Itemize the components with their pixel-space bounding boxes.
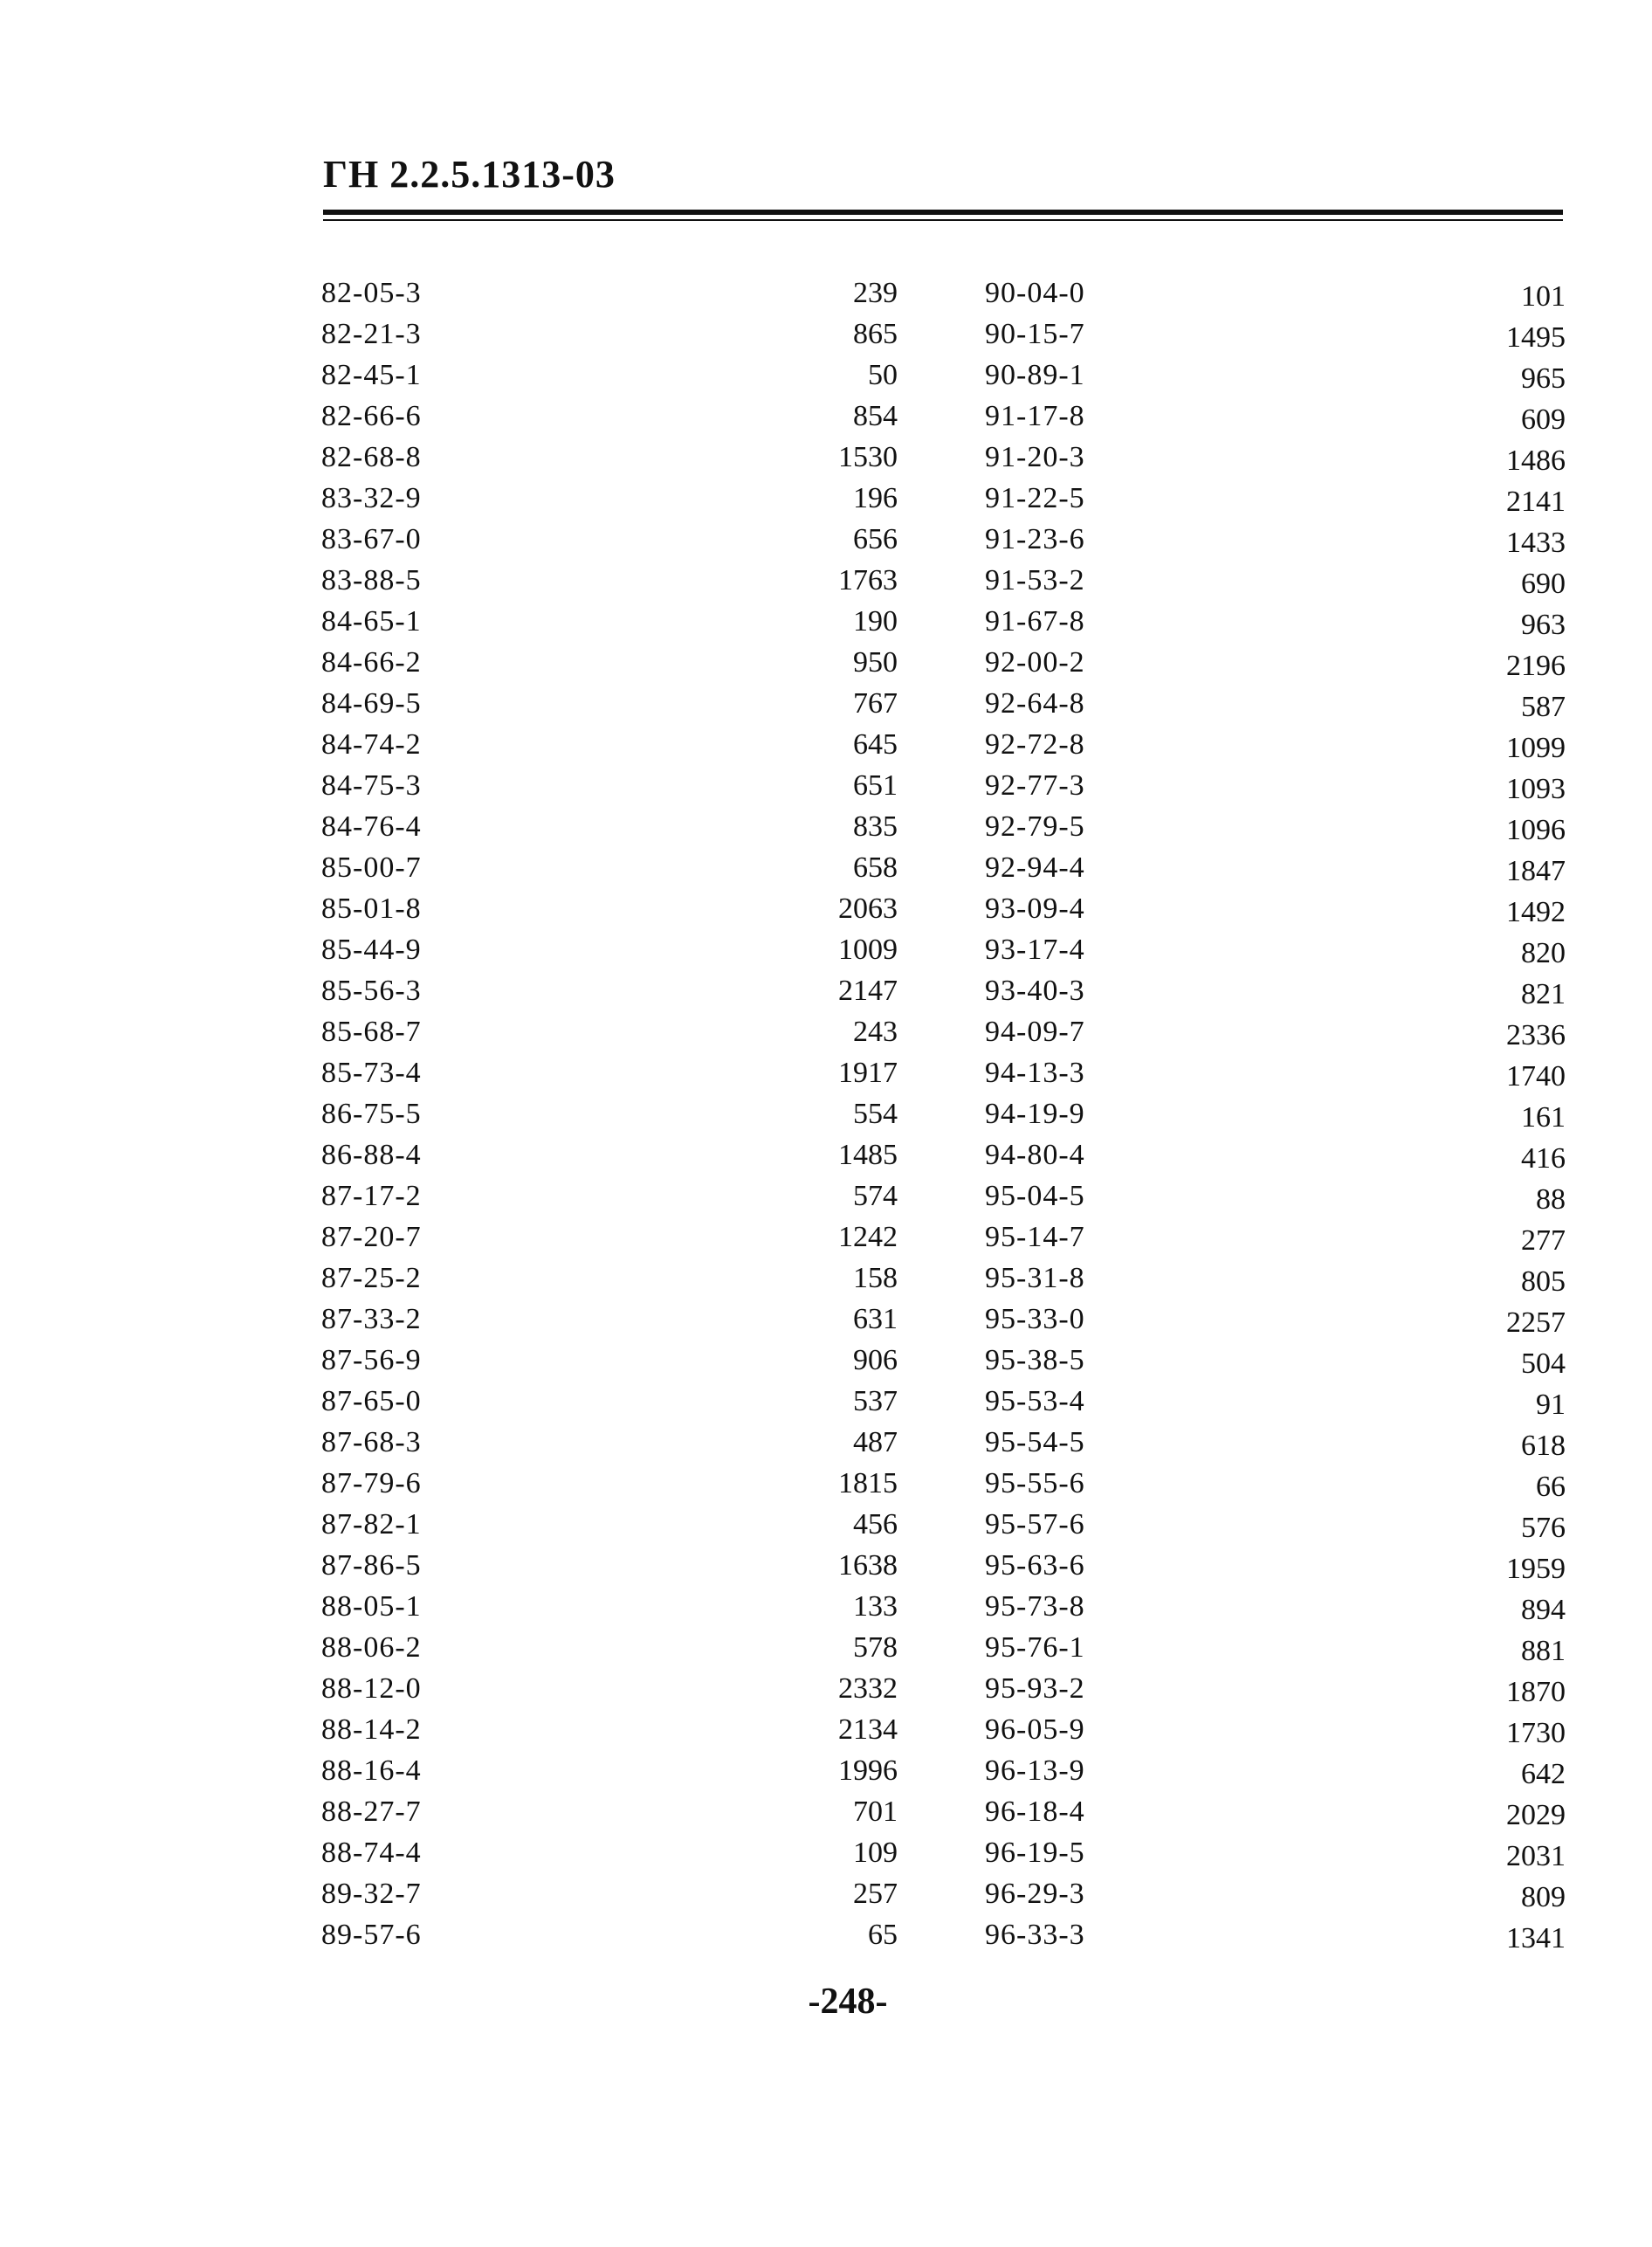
table-row (321, 1422, 898, 1463)
table-row (321, 1340, 898, 1381)
table-row (321, 1709, 898, 1750)
entry-number: 821 (1521, 978, 1566, 1010)
entry-number: 1763 (838, 564, 898, 596)
cas-number: 87-82-1 (321, 1508, 422, 1541)
entry-number: 805 (1521, 1265, 1566, 1298)
entry-number: 416 (1521, 1142, 1566, 1175)
cas-number: 83-88-5 (321, 564, 422, 596)
entry-number: 906 (853, 1344, 898, 1376)
cas-number: 94-13-3 (985, 1057, 1085, 1089)
cas-number: 95-55-6 (985, 1467, 1085, 1499)
table-row (321, 970, 898, 1011)
table-row (321, 1299, 898, 1340)
cas-number: 83-32-9 (321, 482, 422, 514)
table-row (985, 560, 1566, 601)
table-row (321, 272, 898, 314)
entry-number: 1730 (1506, 1717, 1566, 1749)
entry-number: 2336 (1506, 1019, 1566, 1051)
cas-number: 92-00-2 (985, 646, 1085, 679)
cas-number: 85-56-3 (321, 975, 422, 1007)
entry-number: 1847 (1506, 855, 1566, 887)
cas-number: 95-53-4 (985, 1385, 1085, 1417)
table-row (321, 1504, 898, 1545)
table-row (985, 1914, 1566, 1955)
cas-number: 82-05-3 (321, 277, 422, 309)
table-row (321, 396, 898, 437)
cas-number: 82-21-3 (321, 318, 422, 350)
table-row (985, 1791, 1566, 1832)
cas-number: 95-33-0 (985, 1303, 1085, 1335)
table-row (985, 1709, 1566, 1750)
entry-number: 1099 (1506, 732, 1566, 764)
cas-number: 87-56-9 (321, 1344, 422, 1376)
entry-number: 881 (1521, 1635, 1566, 1667)
cas-number: 84-75-3 (321, 769, 422, 802)
cas-number: 94-09-7 (985, 1016, 1085, 1048)
table-row (321, 683, 898, 724)
cas-number: 93-17-4 (985, 934, 1085, 966)
entry-number: 239 (853, 277, 898, 309)
table-row (321, 1011, 898, 1052)
cas-number: 82-45-1 (321, 359, 422, 391)
entry-number: 767 (853, 687, 898, 720)
table-row (321, 1545, 898, 1586)
table-row (985, 683, 1566, 724)
cas-number: 89-32-7 (321, 1878, 422, 1910)
table-column-left (321, 272, 898, 1955)
cas-number: 95-31-8 (985, 1262, 1085, 1294)
entry-number: 1495 (1506, 321, 1566, 354)
entry-number: 1815 (838, 1467, 898, 1499)
entry-number: 809 (1521, 1881, 1566, 1913)
table-row (985, 519, 1566, 560)
table-row (321, 560, 898, 601)
table-row (321, 437, 898, 478)
table-row (985, 355, 1566, 396)
entry-number: 658 (853, 851, 898, 884)
table-row (985, 1093, 1566, 1134)
entry-number: 656 (853, 523, 898, 555)
cas-number: 82-66-6 (321, 400, 422, 432)
cas-number: 91-17-8 (985, 400, 1085, 432)
entry-number: 965 (1521, 362, 1566, 395)
cas-number: 85-73-4 (321, 1057, 422, 1089)
entry-number: 101 (1521, 280, 1566, 313)
cas-number: 87-68-3 (321, 1426, 422, 1458)
table-row (985, 847, 1566, 888)
table-row (985, 642, 1566, 683)
cas-number: 94-80-4 (985, 1139, 1085, 1171)
entry-number: 578 (853, 1631, 898, 1664)
cas-number: 87-25-2 (321, 1262, 422, 1294)
cas-number: 90-04-0 (985, 277, 1085, 309)
table-row (985, 888, 1566, 929)
cas-number: 84-76-4 (321, 810, 422, 843)
entry-number: 257 (853, 1878, 898, 1910)
entry-number: 854 (853, 400, 898, 432)
cas-number: 88-27-7 (321, 1796, 422, 1828)
entry-number: 504 (1521, 1348, 1566, 1380)
entry-number: 1009 (838, 934, 898, 966)
table-row (321, 1832, 898, 1873)
entry-number: 91 (1536, 1389, 1566, 1421)
entry-number: 88 (1536, 1183, 1566, 1216)
entry-number: 1492 (1506, 896, 1566, 928)
cas-number: 95-14-7 (985, 1221, 1085, 1253)
cas-number: 84-69-5 (321, 687, 422, 720)
cas-number: 85-00-7 (321, 851, 422, 884)
entry-number: 65 (868, 1919, 898, 1951)
cas-number: 89-57-6 (321, 1919, 422, 1951)
entry-number: 690 (1521, 568, 1566, 600)
table-row (321, 1217, 898, 1258)
cas-number: 82-68-8 (321, 441, 422, 473)
table-row (985, 1175, 1566, 1217)
cas-number: 95-93-2 (985, 1672, 1085, 1705)
document-code-title: ГН 2.2.5.1313-03 (323, 153, 616, 196)
table-row (321, 1914, 898, 1955)
table-row (985, 1258, 1566, 1299)
table-row (321, 1627, 898, 1668)
cas-number: 87-20-7 (321, 1221, 422, 1253)
table-row (321, 1586, 898, 1627)
table-row (985, 1299, 1566, 1340)
header-rule-thin (323, 219, 1563, 221)
cas-number: 87-79-6 (321, 1467, 422, 1499)
cas-number: 92-77-3 (985, 769, 1085, 802)
entry-number: 109 (853, 1837, 898, 1869)
page-number: -248- (808, 1982, 888, 2022)
cas-number: 88-05-1 (321, 1590, 422, 1623)
table-row (985, 1545, 1566, 1586)
table-row (321, 1258, 898, 1299)
table-row (985, 1052, 1566, 1093)
table-row (985, 314, 1566, 355)
cas-number: 87-65-0 (321, 1385, 422, 1417)
table-row (321, 478, 898, 519)
table-row (985, 1381, 1566, 1422)
table-row (985, 1340, 1566, 1381)
entry-number: 642 (1521, 1758, 1566, 1790)
table-row (985, 1873, 1566, 1914)
table-row (321, 1052, 898, 1093)
table-row (985, 806, 1566, 847)
cas-number: 93-40-3 (985, 975, 1085, 1007)
entry-number: 645 (853, 728, 898, 761)
entry-number: 618 (1521, 1430, 1566, 1462)
table-row (321, 519, 898, 560)
entry-number: 196 (853, 482, 898, 514)
cas-number: 88-14-2 (321, 1713, 422, 1746)
cas-number: 88-74-4 (321, 1837, 422, 1869)
cas-number: 87-17-2 (321, 1180, 422, 1212)
entry-number: 2196 (1506, 650, 1566, 682)
cas-number: 91-20-3 (985, 441, 1085, 473)
cas-number: 85-68-7 (321, 1016, 422, 1048)
table-row (985, 601, 1566, 642)
cas-number: 87-86-5 (321, 1549, 422, 1582)
entry-number: 609 (1521, 403, 1566, 436)
entry-number: 158 (853, 1262, 898, 1294)
entry-number: 2031 (1506, 1840, 1566, 1872)
entry-number: 554 (853, 1098, 898, 1130)
cas-number: 91-23-6 (985, 523, 1085, 555)
table-row (985, 1504, 1566, 1545)
table-row (985, 1422, 1566, 1463)
cas-number: 87-33-2 (321, 1303, 422, 1335)
cas-number: 85-01-8 (321, 893, 422, 925)
table-row (985, 1463, 1566, 1504)
table-row (321, 1093, 898, 1134)
entry-number: 487 (853, 1426, 898, 1458)
table-row (321, 765, 898, 806)
entry-number: 190 (853, 605, 898, 638)
entry-number: 865 (853, 318, 898, 350)
table-row (321, 1463, 898, 1504)
entry-number: 1870 (1506, 1676, 1566, 1708)
table-row (321, 847, 898, 888)
entry-number: 2063 (838, 893, 898, 925)
entry-number: 2134 (838, 1713, 898, 1746)
entry-number: 1638 (838, 1549, 898, 1582)
cas-number: 92-72-8 (985, 728, 1085, 761)
table-row (985, 724, 1566, 765)
table-row (985, 1627, 1566, 1668)
cas-number: 96-19-5 (985, 1837, 1085, 1869)
cas-number: 91-53-2 (985, 564, 1085, 596)
cas-number: 96-18-4 (985, 1796, 1085, 1828)
entry-number: 277 (1521, 1224, 1566, 1257)
entry-number: 651 (853, 769, 898, 802)
entry-number: 2257 (1506, 1306, 1566, 1339)
entry-number: 2332 (838, 1672, 898, 1705)
entry-number: 1996 (838, 1754, 898, 1787)
entry-number: 950 (853, 646, 898, 679)
cas-number: 94-19-9 (985, 1098, 1085, 1130)
entry-number: 631 (853, 1303, 898, 1335)
entry-number: 1093 (1506, 773, 1566, 805)
cas-number: 84-65-1 (321, 605, 422, 638)
table-column-right (985, 272, 1566, 1955)
table-row (321, 724, 898, 765)
cas-number: 84-74-2 (321, 728, 422, 761)
entry-number: 1096 (1506, 814, 1566, 846)
entry-number: 50 (868, 359, 898, 391)
cas-number: 92-94-4 (985, 851, 1085, 884)
table-row (985, 272, 1566, 314)
table-row (321, 355, 898, 396)
cas-number: 86-75-5 (321, 1098, 422, 1130)
cas-number: 95-76-1 (985, 1631, 1085, 1664)
entry-number: 701 (853, 1796, 898, 1828)
entry-number: 1740 (1506, 1060, 1566, 1092)
table-row (321, 806, 898, 847)
entry-number: 1959 (1506, 1553, 1566, 1585)
cas-number: 88-06-2 (321, 1631, 422, 1664)
entry-number: 1341 (1506, 1922, 1566, 1954)
entry-number: 161 (1521, 1101, 1566, 1134)
entry-number: 243 (853, 1016, 898, 1048)
entry-number: 820 (1521, 937, 1566, 969)
table-row (985, 1832, 1566, 1873)
table-row (985, 765, 1566, 806)
table-row (985, 1134, 1566, 1175)
table-row (321, 314, 898, 355)
table-row (985, 1586, 1566, 1627)
cas-number: 85-44-9 (321, 934, 422, 966)
table-row (321, 601, 898, 642)
cas-number: 88-16-4 (321, 1754, 422, 1787)
table-row (985, 1750, 1566, 1791)
cas-number: 96-13-9 (985, 1754, 1085, 1787)
table-row (985, 929, 1566, 970)
entry-number: 133 (853, 1590, 898, 1623)
entry-number: 2029 (1506, 1799, 1566, 1831)
table-row (985, 437, 1566, 478)
entry-number: 587 (1521, 691, 1566, 723)
cas-number: 84-66-2 (321, 646, 422, 679)
cas-number: 95-38-5 (985, 1344, 1085, 1376)
header-rule-thick (323, 210, 1563, 215)
entry-number: 66 (1536, 1471, 1566, 1503)
table-row (321, 1668, 898, 1709)
entry-number: 894 (1521, 1594, 1566, 1626)
cas-number: 95-57-6 (985, 1508, 1085, 1541)
entry-number: 1242 (838, 1221, 898, 1253)
entry-number: 1530 (838, 441, 898, 473)
entry-number: 963 (1521, 609, 1566, 641)
entry-number: 1486 (1506, 445, 1566, 477)
table-row (985, 478, 1566, 519)
table-row (985, 1011, 1566, 1052)
cas-number: 90-15-7 (985, 318, 1085, 350)
cas-number: 96-33-3 (985, 1919, 1085, 1951)
table-row (321, 1381, 898, 1422)
cas-number: 86-88-4 (321, 1139, 422, 1171)
table-row (985, 970, 1566, 1011)
entry-number: 2147 (838, 975, 898, 1007)
table-row (321, 1750, 898, 1791)
cas-number: 92-64-8 (985, 687, 1085, 720)
entry-number: 456 (853, 1508, 898, 1541)
cas-number: 92-79-5 (985, 810, 1085, 843)
cas-number: 88-12-0 (321, 1672, 422, 1705)
entry-number: 574 (853, 1180, 898, 1212)
cas-number: 91-67-8 (985, 605, 1085, 638)
cas-number: 95-04-5 (985, 1180, 1085, 1212)
entry-number: 2141 (1506, 486, 1566, 518)
entry-number: 835 (853, 810, 898, 843)
cas-number: 90-89-1 (985, 359, 1085, 391)
table-row (985, 396, 1566, 437)
cas-number: 95-54-5 (985, 1426, 1085, 1458)
table-row (985, 1217, 1566, 1258)
entry-number: 1433 (1506, 527, 1566, 559)
cas-number: 91-22-5 (985, 482, 1085, 514)
table-row (321, 642, 898, 683)
cas-number: 83-67-0 (321, 523, 422, 555)
entry-number: 576 (1521, 1512, 1566, 1544)
table-row (321, 1134, 898, 1175)
cas-number: 96-29-3 (985, 1878, 1085, 1910)
entry-number: 537 (853, 1385, 898, 1417)
entry-number: 1917 (838, 1057, 898, 1089)
table-row (321, 1873, 898, 1914)
table-row (321, 1791, 898, 1832)
table-row (321, 929, 898, 970)
entry-number: 1485 (838, 1139, 898, 1171)
table-row (321, 888, 898, 929)
cas-number: 95-73-8 (985, 1590, 1085, 1623)
table-row (321, 1175, 898, 1217)
cas-number: 96-05-9 (985, 1713, 1085, 1746)
table-row (985, 1668, 1566, 1709)
cas-number: 95-63-6 (985, 1549, 1085, 1582)
cas-number: 93-09-4 (985, 893, 1085, 925)
